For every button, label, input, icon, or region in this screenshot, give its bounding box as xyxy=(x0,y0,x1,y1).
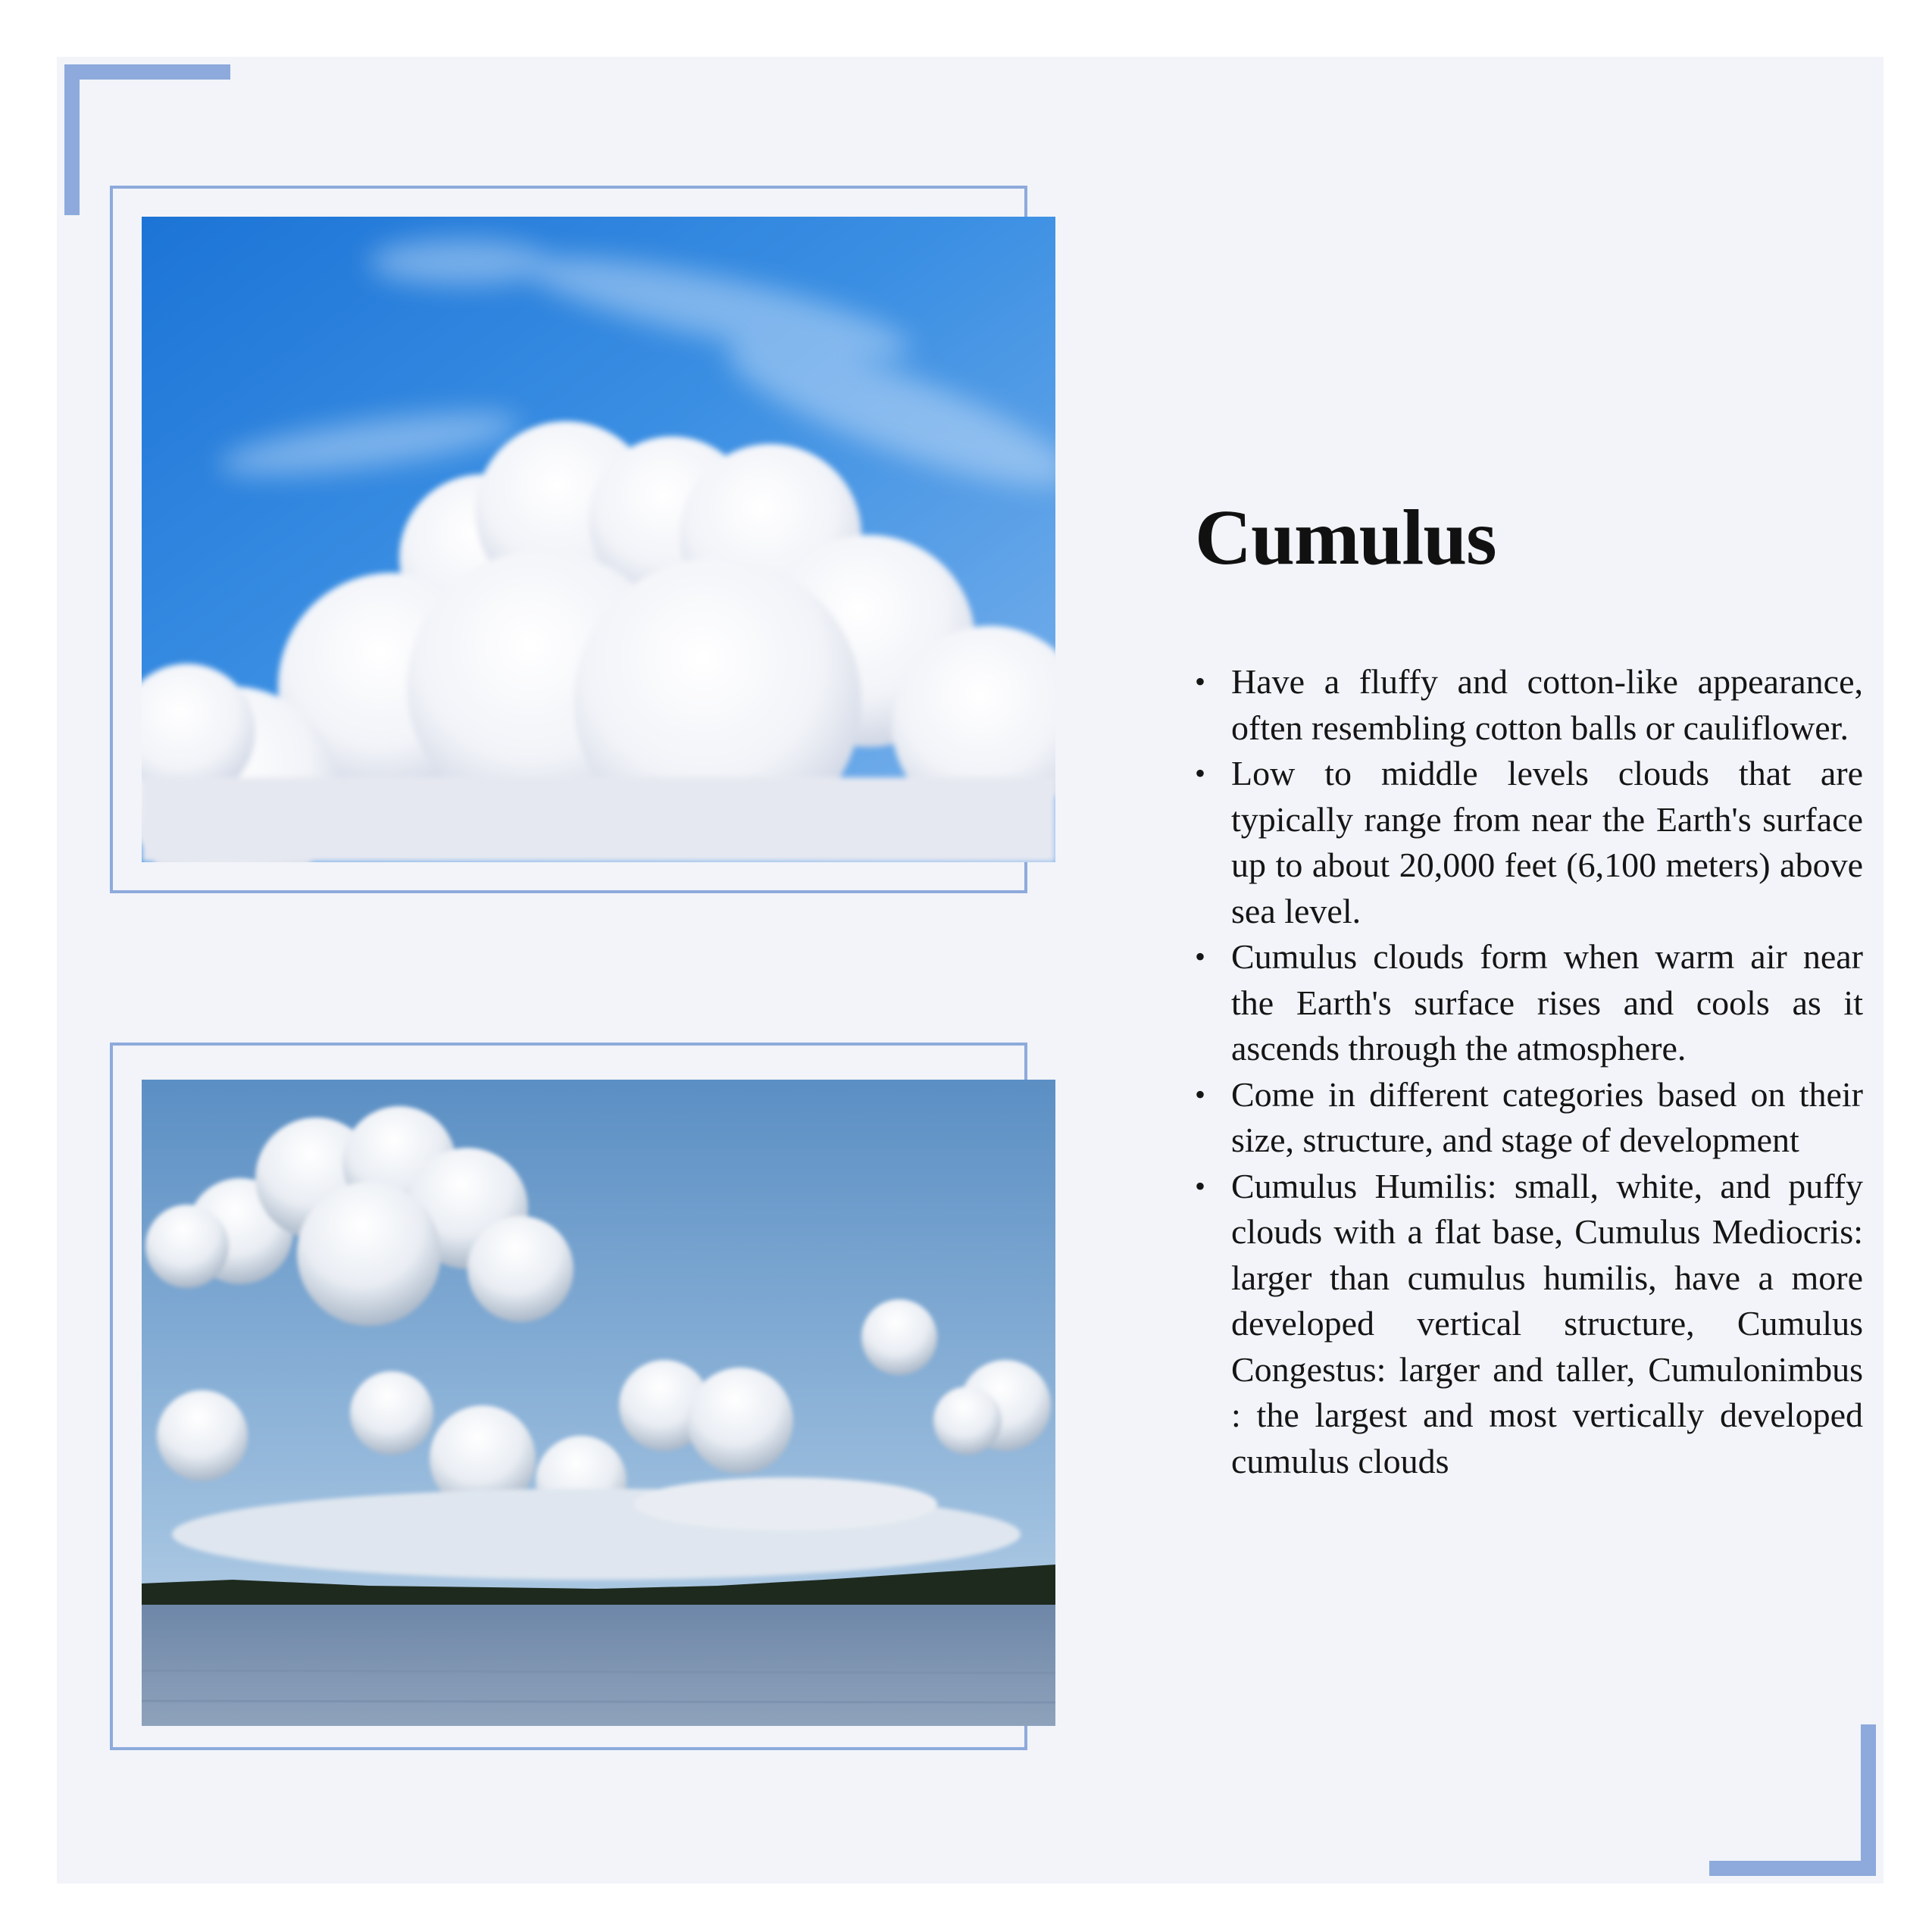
list-item xyxy=(1195,1164,1863,1485)
landscape-photo-icon xyxy=(142,1080,1055,1726)
top-left-corner-bracket-vertical xyxy=(64,64,80,215)
list-item-text: Cumulus Humilis: small, white, and puffy clouds with a flat base, Cumulus Mediocris: larger than cumulus humilis, have a more developed vertical structure, Cumulus Congestus: larger and taller, Cumulonimbus : the largest and most vertically developed cumulus clouds xyxy=(1231,1166,1863,1480)
bullet-list xyxy=(1195,659,1863,1484)
cumulus-cloud-photo xyxy=(142,217,1055,862)
bullet-icon: • xyxy=(1195,664,1206,699)
list-item-text: Low to middle levels clouds that are typically range from near the Earth's surface up to about 20,000 feet (6,100 meters) above sea level. xyxy=(1231,754,1863,930)
list-item xyxy=(1195,1072,1863,1164)
page-title: Cumulus xyxy=(1195,494,1496,581)
bullet-icon: • xyxy=(1195,1168,1206,1203)
list-item-text: Cumulus clouds form when warm air near the Earth's surface rises and cools as it ascends through the atmosphere. xyxy=(1231,937,1863,1068)
bottom-right-corner-bracket-vertical xyxy=(1861,1724,1876,1876)
bullet-icon: • xyxy=(1195,939,1206,974)
list-item-text: Come in different categories based on their size, structure, and stage of development xyxy=(1231,1074,1863,1159)
list-item xyxy=(1195,659,1863,751)
list-item xyxy=(1195,934,1863,1072)
list-item xyxy=(1195,751,1863,934)
page xyxy=(57,57,1884,1884)
list-item-text: Have a fluffy and cotton-like appearance, often resembling cotton balls or cauliflower. xyxy=(1231,662,1863,747)
top-left-corner-bracket-horizontal xyxy=(64,64,230,80)
bullet-icon: • xyxy=(1195,756,1206,790)
cloud-photo-icon xyxy=(142,217,1055,862)
bullet-icon: • xyxy=(1195,1077,1206,1111)
cumulus-lake-photo xyxy=(142,1080,1055,1726)
bottom-right-corner-bracket-horizontal xyxy=(1709,1861,1876,1876)
